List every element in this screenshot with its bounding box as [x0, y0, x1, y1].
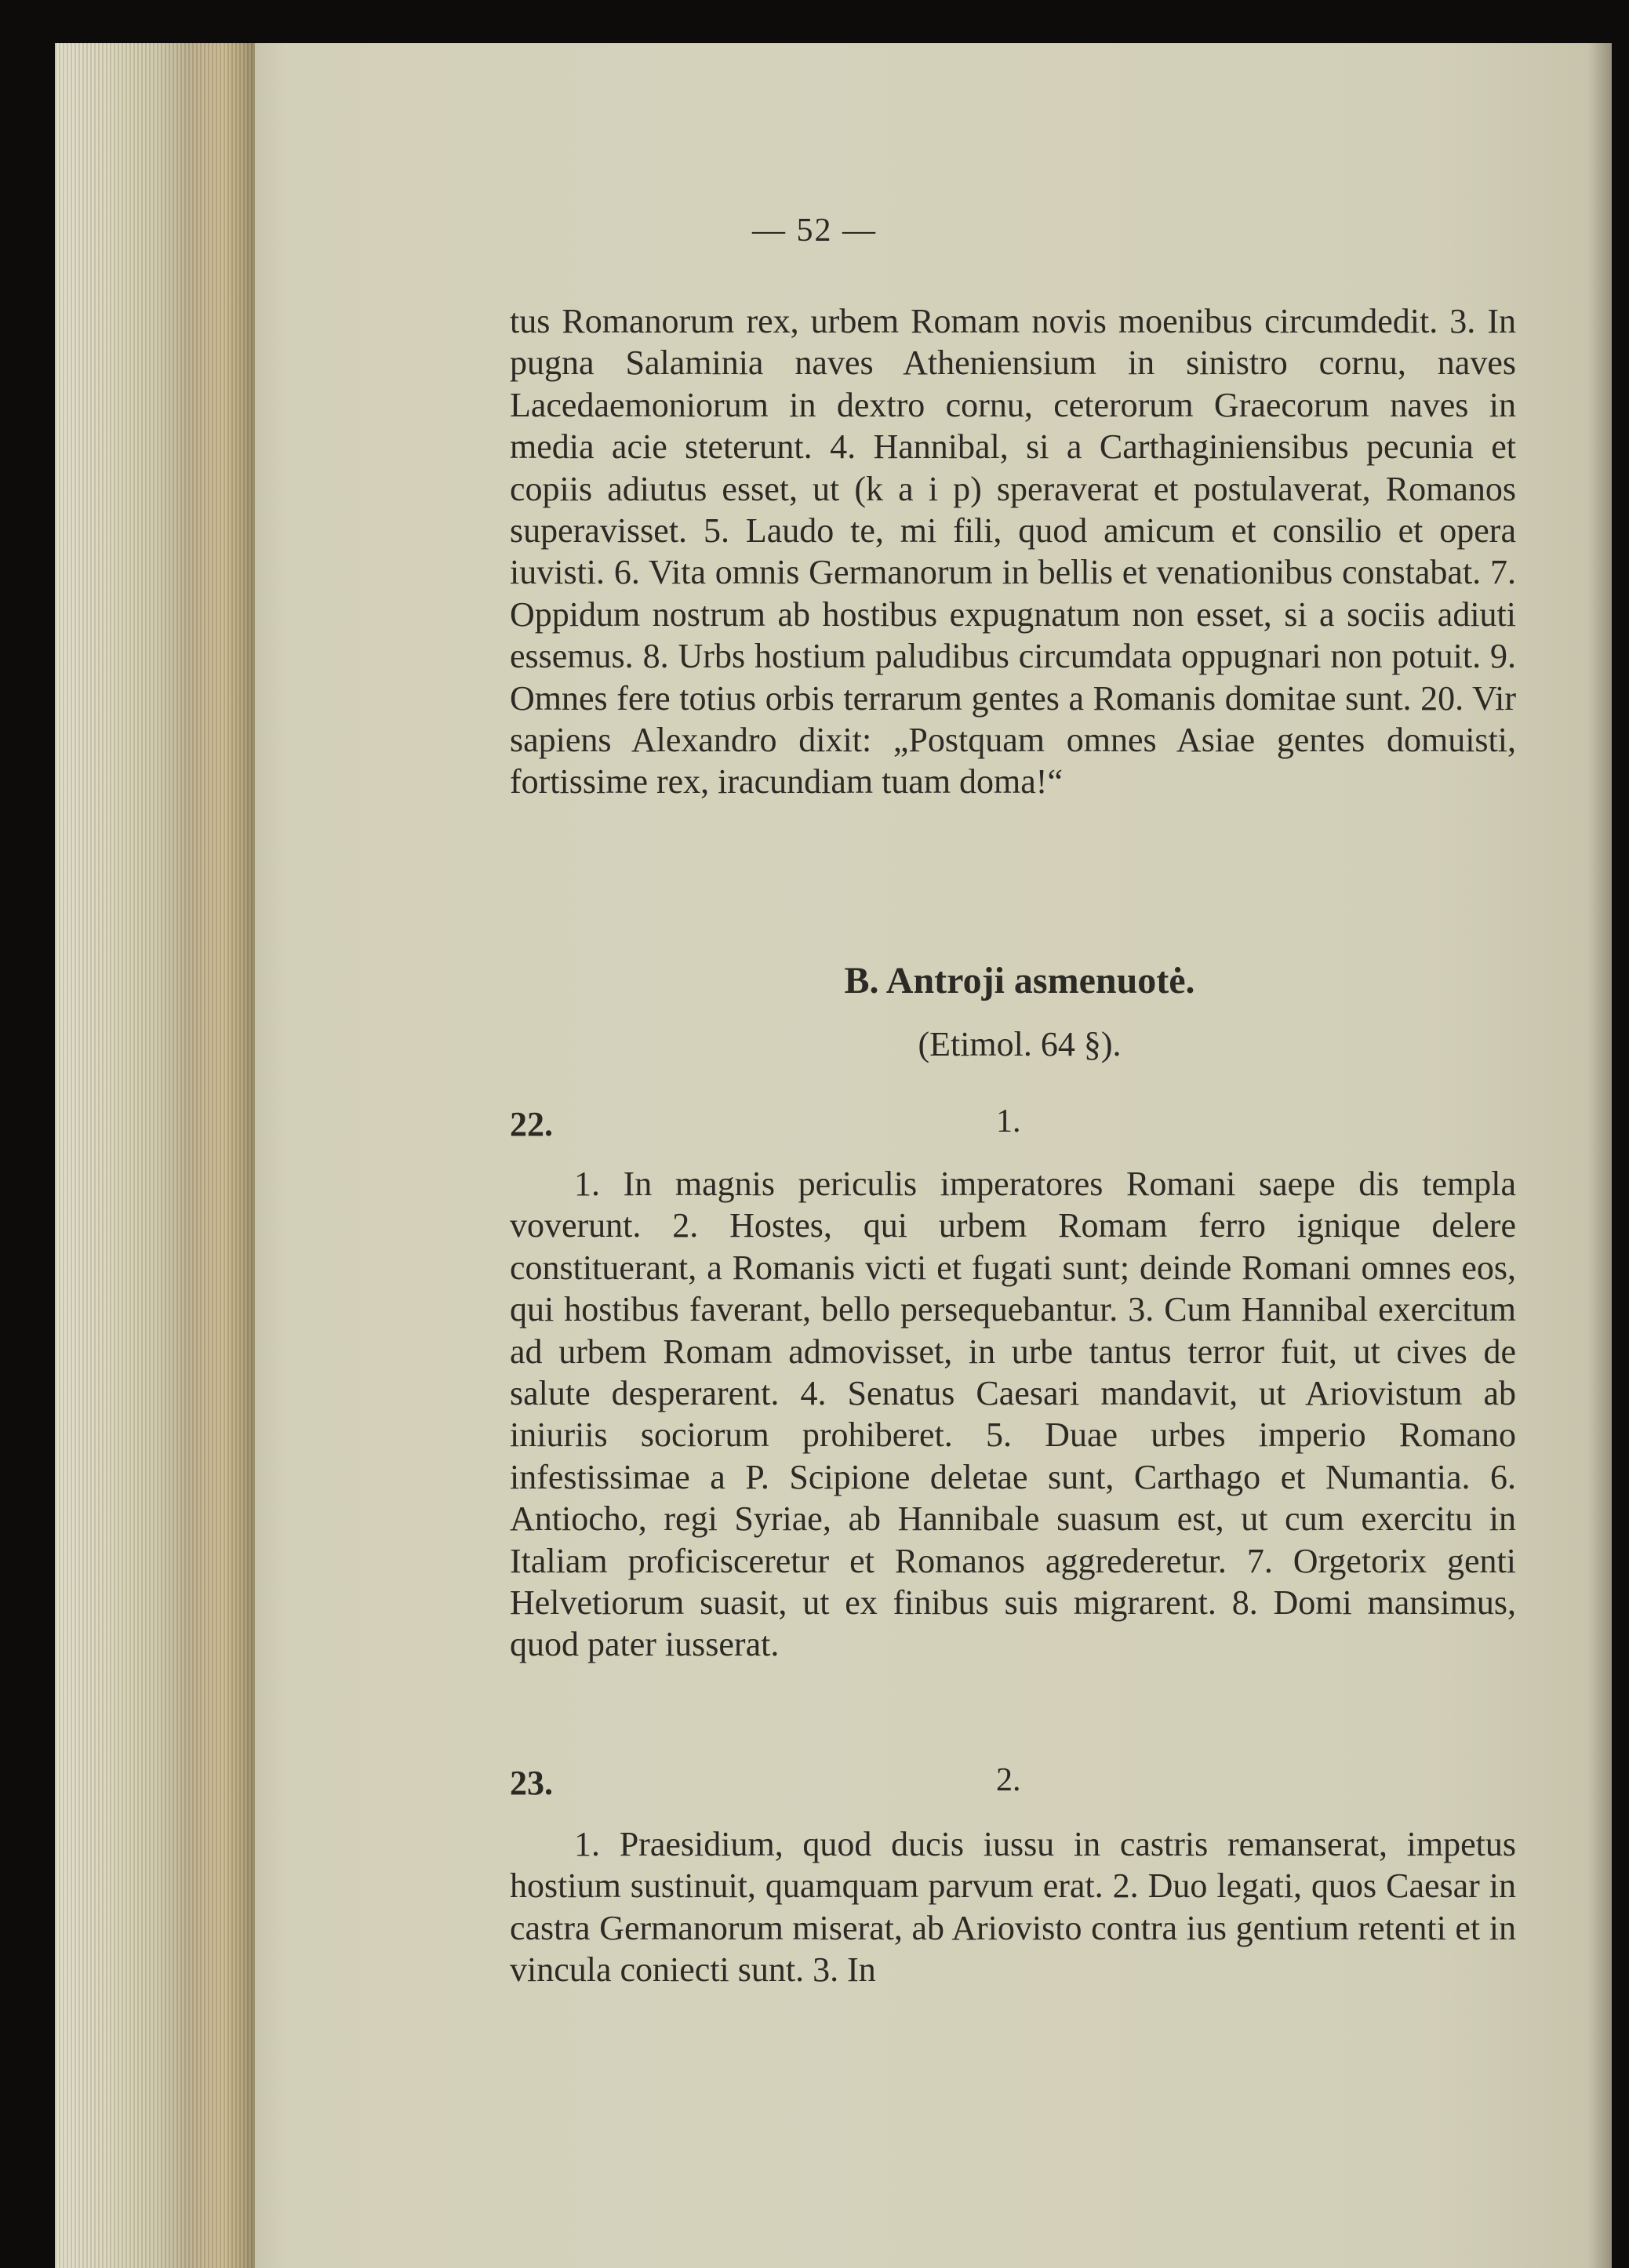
section-title: B. Antroji asmenuotė. — [844, 960, 1195, 1001]
exercise-number: 23. — [510, 1764, 553, 1802]
exercise-text: 1. Praesidium, quod ducis iussu in castris remanserat, impetus hostium sustinuit, quamquam parvum erat. 2. Duo legati, quos Caesar in castra Germanorum miserat, ab Ariovisto contra ius gentium retenti et in vincula coniecti sunt. 3. In — [510, 1825, 1516, 1990]
page-number: — 52 — — [752, 213, 877, 249]
continuation-text: tus Romanorum rex, urbem Romam novis moenibus circumdedit. 3. In pugna Salaminia naves Atheniensium in sinistro cornu, naves Lacedaemoniorum in dextro cornu, ceterorum Graecorum naves in media acie steterunt. 4. Hannibal, si a Carthaginiensibus pecunia et copiis adiutus esset, ut (k a i p) speraverat et postulaverat, Romanos superavisset. 5. Laudo te, mi fili, quod amicum et consilio et opera iuvisti. 6. Vita omnis Germanorum in bellis et venationibus constabat. 7. Oppidum nostrum ab hostibus expugnatum non esset, si a sociis adiuti essemus. 8. Urbs hostium paludibus circumdata oppugnari non potuit. 9. Omnes fere totius orbis terrarum gentes a Romanis domitae sunt. 20. Vir sapiens Alexandro dixit: „Postquam omnes Asiae gentes domuisti, fortissime rex, iracundiam tuam doma!“ — [510, 302, 1516, 801]
continuation-paragraph — [510, 300, 1516, 803]
exercise-sub-number: 2. — [996, 1762, 1021, 1798]
exercise-text: 1. In magnis periculis imperatores Romani saepe dis templa voverunt. 2. Hostes, qui urbem Romam ferro ignique delere constituerant, a Romanis victi et fugati sunt; deinde Romani omnes eos, qui hostibus faverant, bello persequebantur. 3. Cum Hannibal exercitum ad urbem Romam admovisset, in urbe tantus terror fuit, ut cives de salute desperarent. 4. Senatus Caesari mandavit, ut Ariovistum ab iniuriis sociorum prohiberet. 5. Duae urbes imperio Romano infestissimae a P. Scipione deletae sunt, Carthago et Numantia. 6. Antiocho, regi Syriae, ab Hannibale suasum est, ut cum exercitu in Italiam proficisceretur et Romanos aggrederetur. 7. Orgetorix genti Helvetiorum suasit, ut ex finibus suis migrarent. 8. Domi mansimus, quod pater iusserat. — [510, 1165, 1516, 1664]
exercise-sub-number: 1. — [996, 1103, 1021, 1139]
section-reference: (Etimol. 64 §). — [918, 1025, 1122, 1063]
exercise-number: 22. — [510, 1105, 553, 1143]
exercise-paragraph — [510, 1163, 1516, 1666]
page-edges-stack — [55, 43, 255, 2268]
exercise-paragraph — [510, 1823, 1516, 1991]
